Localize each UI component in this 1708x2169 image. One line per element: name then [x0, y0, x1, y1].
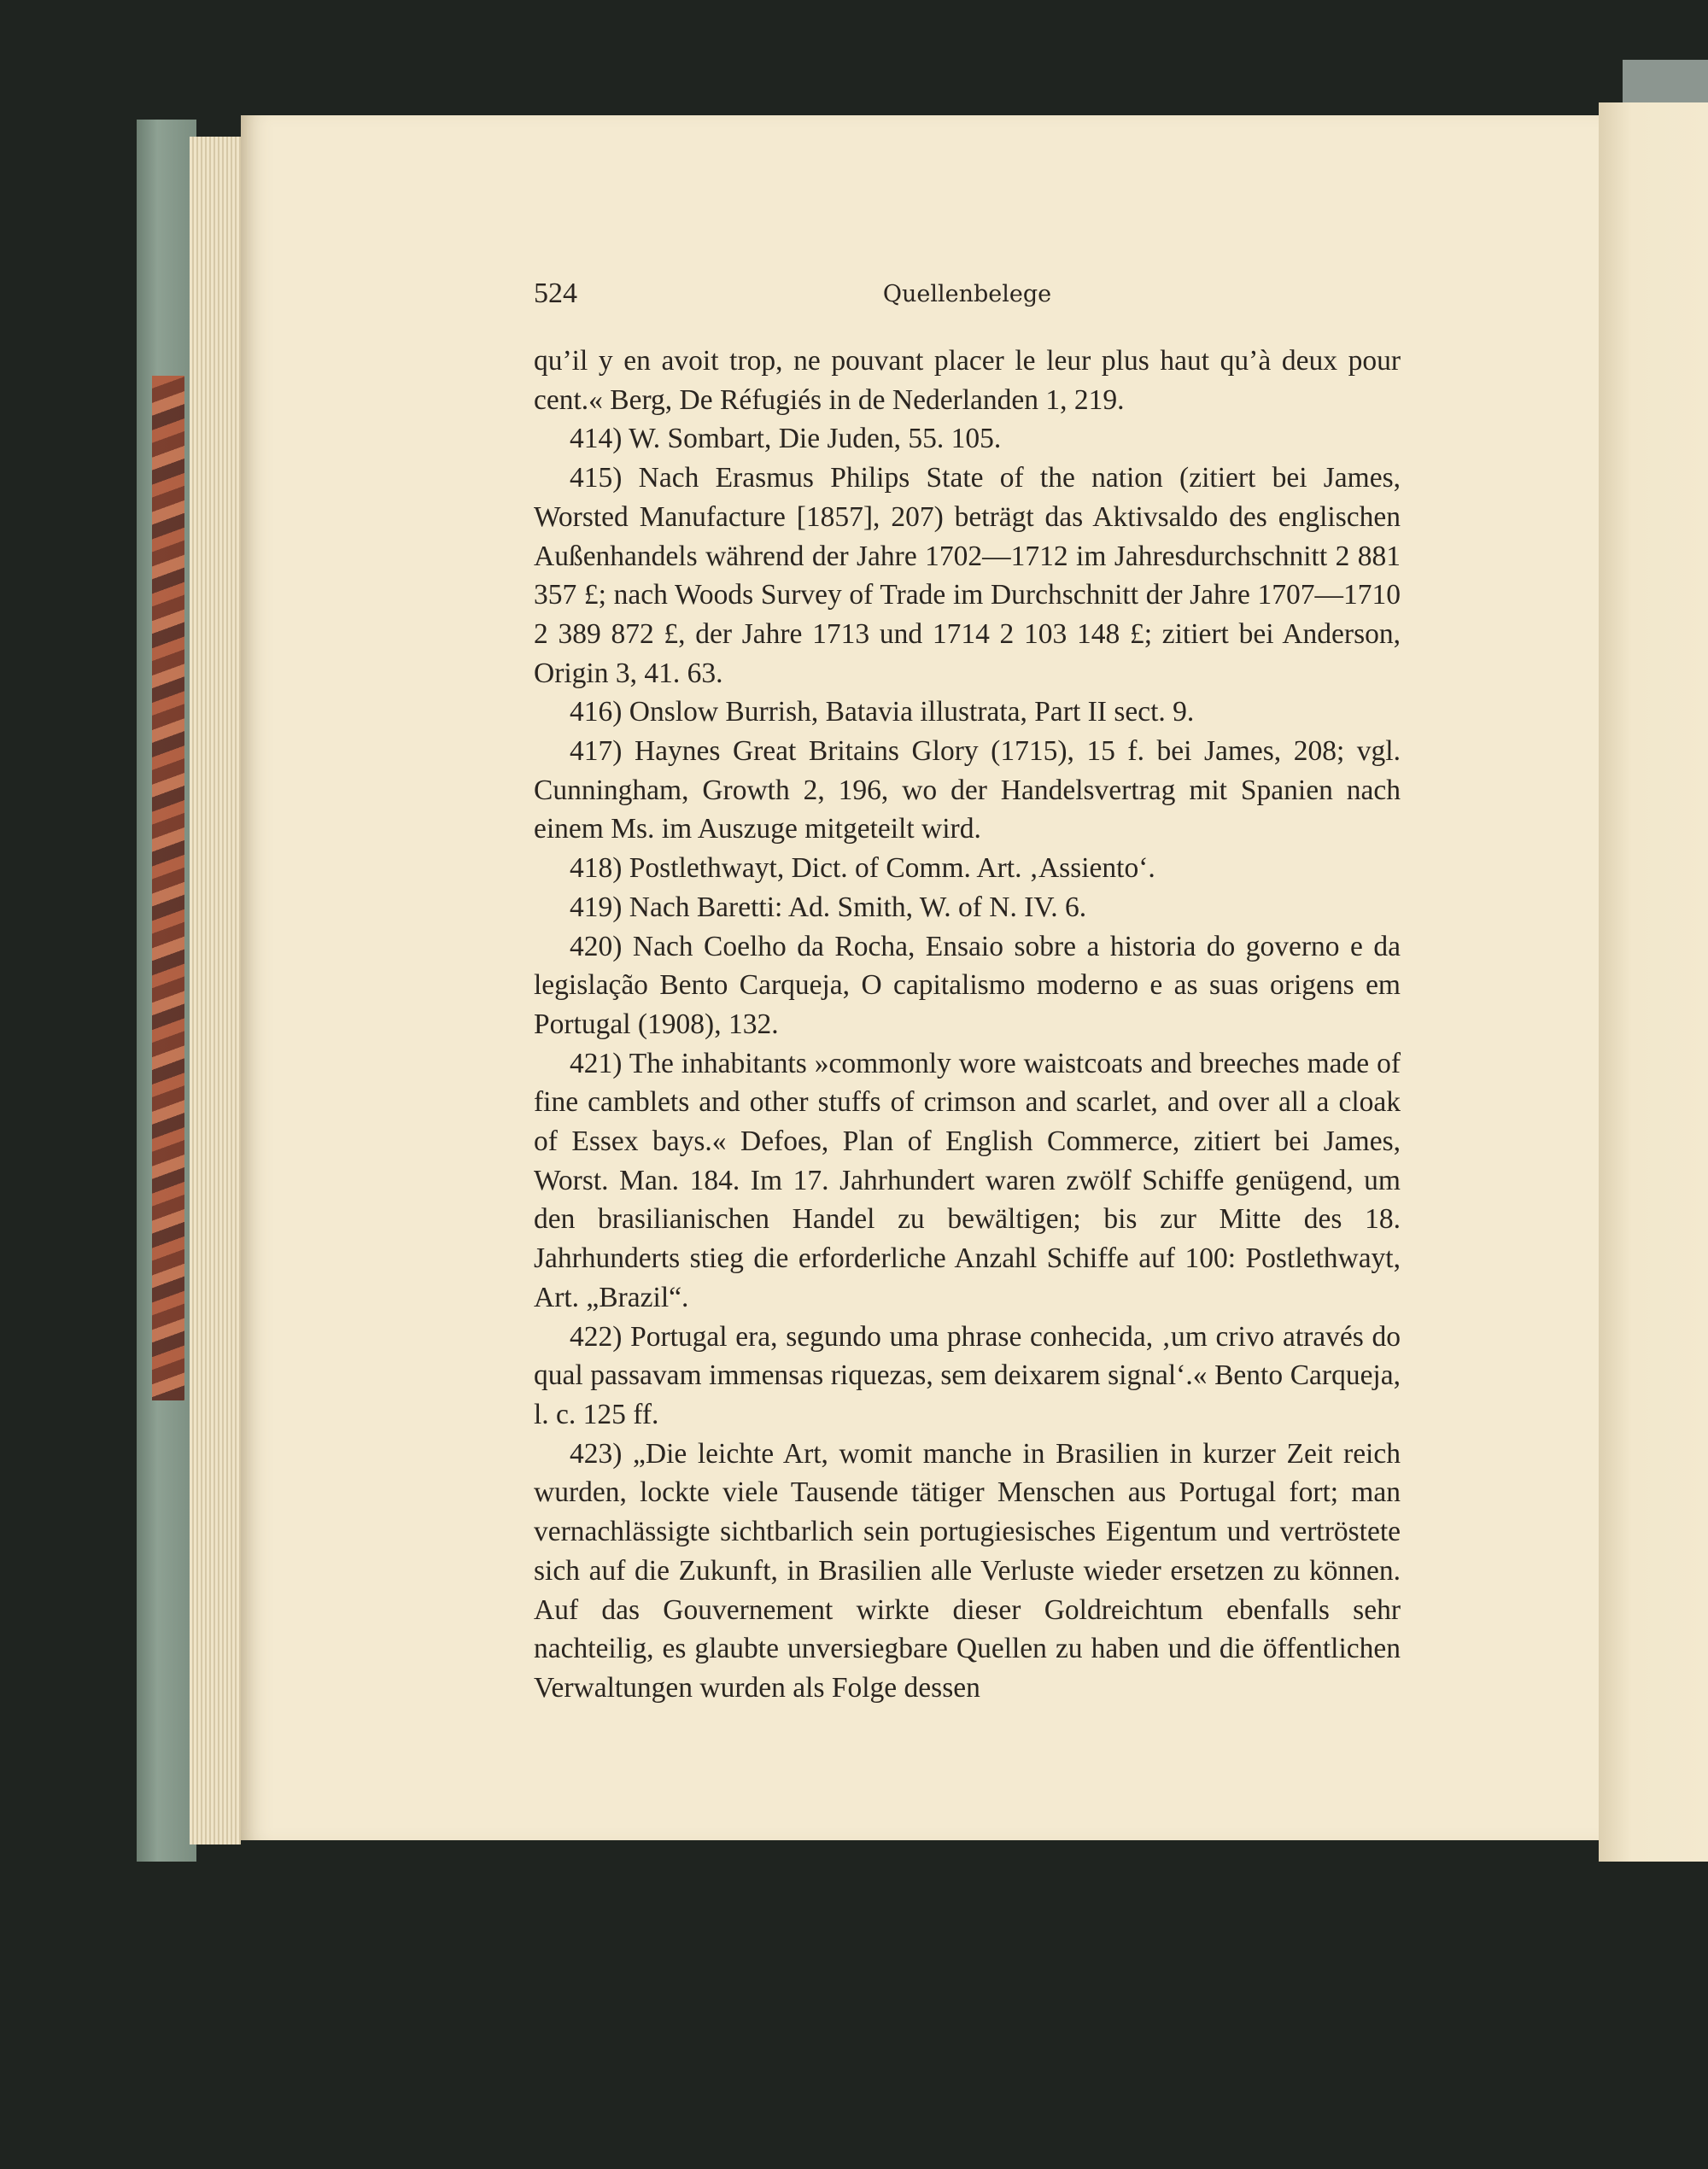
footnote-418: 418) Postlethwayt, Dict. of Comm. Art. ‚Assiento‘. — [570, 852, 1155, 885]
page-number: 524 — [534, 278, 577, 309]
footnote-423: 423) „Die leichte Art, womit manche in Brasilien in kurzer Zeit reich wurden, lockte viele Tausende tätiger Menschen aus Portugal fort; man vernachlässigte sichtbarlich sein portugiesisches Eigentum und vertröstete sich auf die Zukunft, in Brasilien alle Verluste wieder ersetzen zu können. Auf das Gouvernement wirkte dieser Goldreichtum ebenfalls sehr nachteilig, es glaubte unversiegbare Quellen zu haben und die öffentlichen Verwaltungen wurden als Folge dessen — [534, 1437, 1401, 1704]
footnote-421: 421) The inhabitants »commonly wore waistcoats and breeches made of fine camblets and other stuffs of crimson and scarlet, and over all a cloak of Essex bays.« Defoes, Plan of English Commerce, zitiert bei James, Worst. Man. 184. Im 17. Jahrhundert waren zwölf Schiffe genügend, um den brasilianischen Handel zu bewältigen; bis zur Mitte des 18. Jahrhunderts stieg die erforderliche Anzahl Schiffe auf 100: Postlethwayt, Art. „Brazil“. — [534, 1047, 1401, 1313]
paragraph: qu’il y en avoit trop, ne pouvant placer le leur plus haut qu’à deux pour cent.« Berg, De Réfugiés in de Nederlanden 1, 219. — [534, 345, 1401, 416]
page-header — [534, 278, 1401, 320]
footnote-416: 416) Onslow Burrish, Batavia illustrata, Part II sect. 9. — [570, 696, 1195, 728]
footnote-422: 422) Portugal era, segundo uma phrase conhecida, ‚um crivo através do qual passavam immensas riquezas, sem deixarem signal‘.« Bento Carqueja, l. c. 125 ff. — [534, 1320, 1401, 1430]
footnote-417: 417) Haynes Great Britains Glory (1715), 15 f. bei James, 208; vgl. Cunningham, Growth 2, 196, wo der Handelsvertrag mit Spanien nach einem Ms. im Auszuge mitgeteilt wird. — [534, 735, 1401, 845]
running-head: Quellenbelege — [882, 281, 1052, 307]
footnote-414: 414) W. Sombart, Die Juden, 55. 105. — [570, 423, 1002, 455]
body-text — [534, 342, 1401, 1708]
page-edges — [190, 137, 241, 1845]
marbled-endpaper — [152, 376, 184, 1400]
facing-page-edge — [1599, 102, 1708, 1862]
footnote-419: 419) Nach Baretti: Ad. Smith, W. of N. IV. 6. — [570, 891, 1087, 923]
footnote-415: 415) Nach Erasmus Philips State of the nation (zitiert bei James, Worsted Manufacture [1857], 207) beträgt das Aktivsaldo des englischen Außenhandels während der Jahre 1702—1712 im Jahresdurchschnitt 2 881 357 £; nach Woods Survey of Trade im Durchschnitt der Jahre 1707—1710 2 389 872 £, der Jahre 1713 und 1714 2 103 148 £; zitiert bei Anderson, Origin 3, 41. 63. — [534, 462, 1401, 689]
footnote-420: 420) Nach Coelho da Rocha, Ensaio sobre a historia do governo e da legislação Bento Carqueja, O capitalismo moderno e as suas origens em Portugal (1908), 132. — [534, 930, 1401, 1040]
